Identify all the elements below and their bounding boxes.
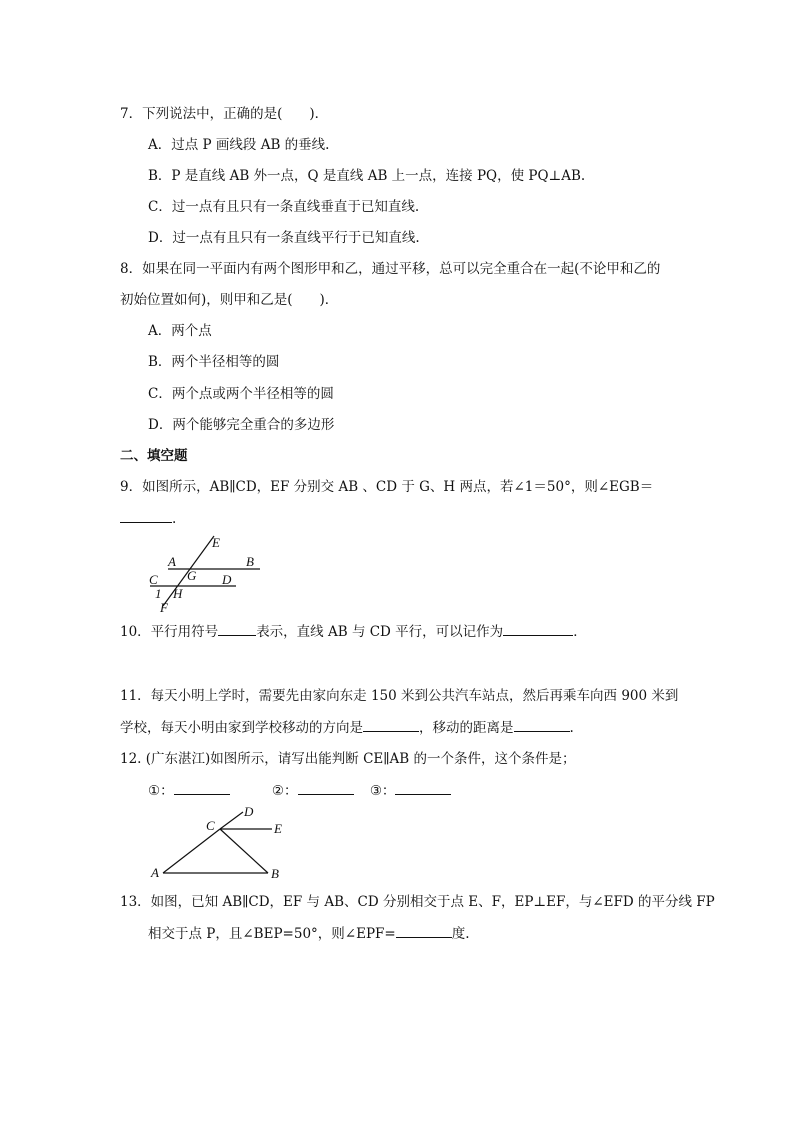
q10-line — [120, 621, 587, 642]
q9-label-h: H — [173, 586, 183, 601]
q12-blanks-row — [148, 780, 451, 801]
q11-line2-part2: ，移动的距离是 — [419, 720, 514, 736]
q12-label-3: ③： — [369, 783, 396, 799]
q8-option-a: A．两个点 — [148, 323, 212, 339]
q12-label-d: D — [244, 804, 254, 819]
q9-label-c: C — [149, 572, 158, 587]
q12-label-c: C — [206, 818, 215, 833]
q9-label-f: F — [160, 600, 168, 615]
q12-label-b: B — [271, 866, 279, 880]
q12-blank-2[interactable] — [298, 780, 354, 795]
q12-blank-3[interactable] — [395, 780, 451, 795]
q12-blank-1[interactable] — [174, 780, 230, 795]
q10-blank-symbol[interactable] — [218, 621, 256, 636]
q7-option-a: A．过点 P 画线段 AB 的垂线. — [148, 137, 330, 153]
q13-line2 — [148, 923, 470, 944]
q8-option-b: B．两个半径相等的圆 — [148, 354, 280, 370]
q7-stem: 7．下列说法中，正确的是( )． — [120, 106, 329, 122]
q12-line-cd — [220, 812, 243, 829]
q11-tail: . — [569, 720, 574, 736]
q9-answer-blank[interactable] — [120, 508, 172, 523]
q11-blank-distance[interactable] — [514, 717, 570, 732]
q11-blank-direction[interactable] — [363, 717, 419, 732]
q9-tail: . — [172, 511, 177, 527]
q12-label-2: ②： — [271, 783, 298, 799]
q10-blank-notation[interactable] — [503, 621, 573, 636]
q9-figure — [140, 530, 280, 615]
q13-line1: 13．如图，已知 AB∥CD，EF 与 AB、CD 分别相交于点 E、F，EP⊥EF，与∠EFD 的平分线 FP — [120, 894, 715, 910]
q11-line1: 11．每天小明上学时，需要先由家向东走 150 米到公共汽车站点，然后再乘车向西 900 米到 — [120, 688, 679, 704]
q7-option-c: C．过一点有且只有一条直线垂直于已知直线. — [148, 199, 420, 215]
q12-line-ac — [163, 829, 220, 873]
q12-line-cb — [220, 829, 268, 873]
q12-figure — [140, 800, 300, 880]
q9-answer-line — [120, 508, 176, 529]
q9-label-b: B — [246, 554, 254, 569]
q8-option-d: D．两个能够完全重合的多边形 — [148, 417, 335, 433]
section-title-fill-in: 二、填空题 — [120, 448, 188, 464]
q9-label-a: A — [168, 554, 176, 569]
q7-option-b: B．P 是直线 AB 外一点，Q 是直线 AB 上一点，连接 PQ，使 PQ⊥AB. — [148, 168, 586, 184]
q8-option-c: C．两个点或两个半径相等的圆 — [148, 386, 334, 402]
q8-stem-line2: 初始位置如何)，则甲和乙是( )． — [120, 292, 339, 308]
q13-line2-part2: 度. — [451, 926, 470, 942]
q10-part1: 10．平行用符号 — [120, 624, 219, 640]
q12-label-1: ①： — [148, 783, 174, 799]
q9-label-g: G — [187, 568, 197, 583]
q11-line2 — [120, 717, 574, 738]
q12-label-a: A — [151, 865, 159, 880]
q13-answer-blank[interactable] — [396, 923, 452, 938]
q9-label-angle-1: 1 — [155, 586, 162, 601]
q7-option-d: D．过一点有且只有一条直线平行于已知直线. — [148, 230, 420, 246]
q13-line2-part1: 相交于点 P，且∠BEP=50°，则∠EPF= — [148, 926, 396, 942]
q10-tail: ． — [573, 624, 587, 640]
q8-stem-line1: 8．如果在同一平面内有两个图形甲和乙，通过平移，总可以完全重合在一起(不论甲和乙的 — [120, 261, 661, 277]
q12-stem: 12. (广东湛江)如图所示，请写出能判断 CE∥AB 的一个条件，这个条件是； — [120, 751, 576, 767]
q11-line2-part1: 学校，每天小明由家到学校移动的方向是 — [120, 720, 363, 736]
q9-stem: 9．如图所示，AB∥CD，EF 分别交 AB 、CD 于 G、H 两点，若∠1＝50°，则∠EGB＝ — [120, 479, 654, 495]
q12-label-e: E — [274, 821, 282, 836]
q10-part2: 表示，直线 AB 与 CD 平行，可以记作为 — [256, 624, 504, 640]
q9-label-e: E — [212, 535, 220, 550]
q9-label-d: D — [222, 572, 232, 587]
